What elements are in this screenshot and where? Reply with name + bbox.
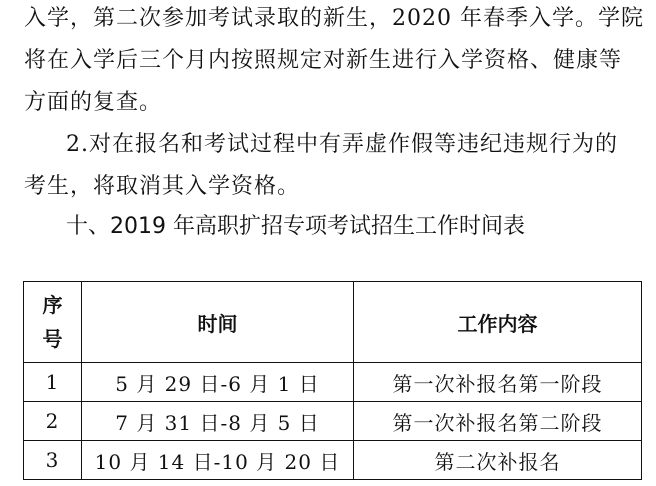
cell-content: 第二次补报名 (354, 441, 642, 480)
paragraph-line: 2.对在报名和考试过程中有弄虚作假等违纪违规行为的 (66, 132, 618, 157)
header-seq-line2: 号 (42, 327, 63, 351)
cell-content: 第一次补报名第二阶段 (354, 402, 642, 441)
cell-seq: 1 (24, 363, 82, 402)
paragraph-line: 入学，第二次参加考试录取的新生，2020 年春季入学。学院 (24, 6, 644, 31)
header-seq (24, 282, 82, 363)
header-time: 时间 (82, 282, 354, 363)
table-row (24, 402, 642, 441)
cell-time: 7 月 31 日-8 月 5 日 (82, 402, 354, 441)
header-seq-line1: 序 (42, 293, 63, 317)
paragraph-line: 方面的复查。 (24, 90, 163, 115)
cell-seq: 2 (24, 402, 82, 441)
paragraph-line: 将在入学后三个月内按照规定对新生进行入学资格、健康等 (24, 48, 623, 73)
schedule-table (23, 281, 642, 480)
cell-seq: 3 (24, 441, 82, 480)
header-content: 工作内容 (354, 282, 642, 363)
cell-time: 10 月 14 日-10 月 20 日 (82, 441, 354, 480)
cell-time: 5 月 29 日-6 月 1 日 (82, 363, 354, 402)
table-row (24, 441, 642, 480)
paragraph-line: 考生，将取消其入学资格。 (24, 174, 301, 199)
cell-content: 第一次补报名第一阶段 (354, 363, 642, 402)
table-header-row (24, 282, 642, 363)
table-row (24, 363, 642, 402)
section-heading: 十、2019 年高职扩招专项考试招生工作时间表 (66, 214, 525, 239)
